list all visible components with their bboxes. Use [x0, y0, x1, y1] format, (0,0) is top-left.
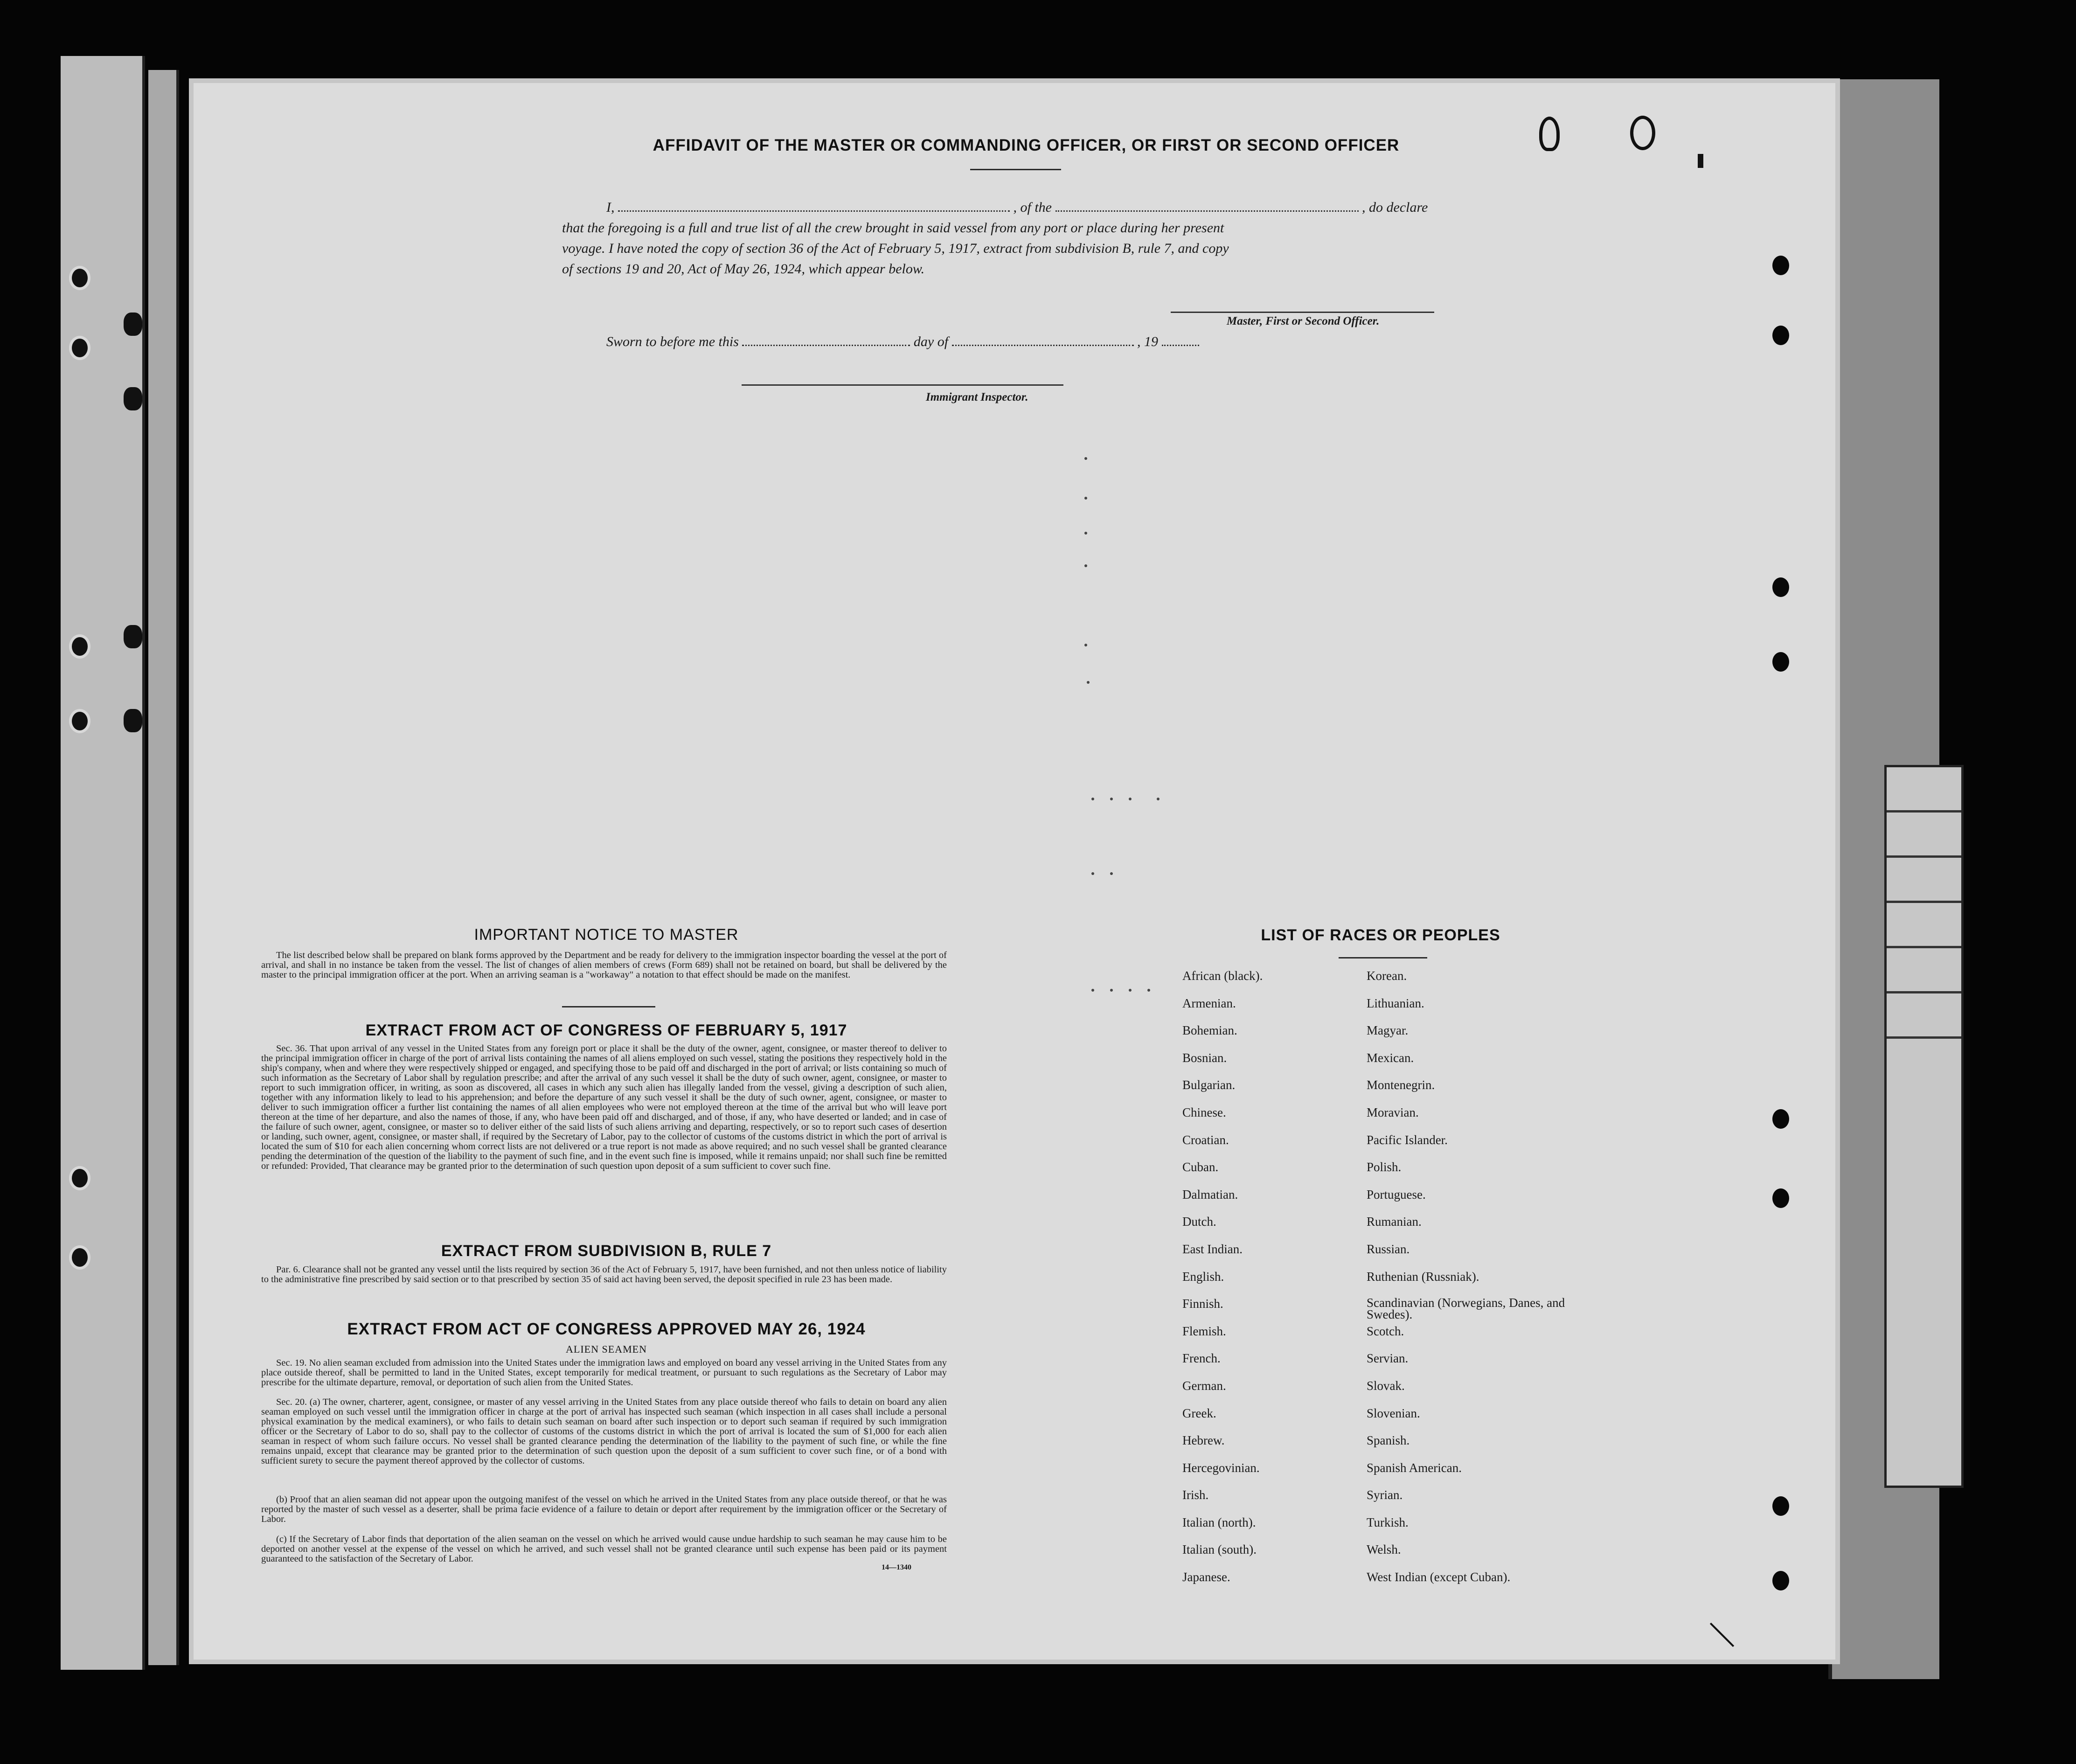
race-item: Spanish.	[1367, 1433, 1410, 1448]
table-row	[1887, 858, 1961, 903]
race-item: Flemish.	[1182, 1324, 1226, 1338]
race-item: Syrian.	[1367, 1488, 1403, 1502]
race-item: Irish.	[1182, 1488, 1209, 1502]
race-item: Magyar.	[1367, 1023, 1409, 1038]
table-row	[1887, 948, 1961, 993]
affidavit-line-2: that the foregoing is a full and true list of all the crew brought in said vessel from any port or place during her present	[562, 220, 1224, 236]
race-item: Cuban.	[1182, 1160, 1219, 1174]
race-item: Spanish American.	[1367, 1460, 1462, 1475]
stray-mark	[1698, 154, 1703, 168]
race-item: Welsh.	[1367, 1542, 1401, 1557]
inspector-caption: Immigrant Inspector.	[926, 391, 1028, 403]
sworn-day-of: day of	[913, 334, 949, 349]
underlying-form-table	[1884, 765, 1964, 1488]
race-item: Scotch.	[1367, 1324, 1404, 1338]
race-item: Turkish.	[1367, 1515, 1409, 1529]
page-dot	[1110, 989, 1113, 992]
notice-title: IMPORTANT NOTICE TO MASTER	[474, 926, 739, 944]
binder-hole	[69, 1245, 90, 1270]
table-row	[1887, 813, 1961, 858]
affidavit-declare: , do declare	[1362, 200, 1428, 215]
race-item: Slovenian.	[1367, 1406, 1420, 1420]
race-item: Moravian.	[1367, 1105, 1419, 1119]
punch-hole	[1772, 256, 1789, 275]
binder-tab	[124, 313, 142, 336]
extract-1917-title: EXTRACT FROM ACT OF CONGRESS OF FEBRUARY 5, 1917	[365, 1021, 847, 1039]
races-list	[1182, 969, 1574, 1598]
page-dot	[1084, 497, 1087, 500]
race-item: Russian.	[1367, 1242, 1410, 1256]
page-dot	[1091, 989, 1094, 992]
punch-hole	[1772, 1188, 1789, 1208]
race-item: West Indian (except Cuban).	[1367, 1570, 1511, 1584]
affidavit-line-1	[606, 200, 1469, 215]
sec20c-text: (c) If the Secretary of Labor finds that deportation of the alien seaman on the vessel on which he arrived would cause undue hardship to such seaman he may cause him to be deported on another vessel at the expense of the vessel on which he arrived, and such vessel shall not be granted clearance until such expense has been paid or its payment guaranteed to the satisfaction of the Secretary of Labor.	[261, 1534, 947, 1564]
race-item: French.	[1182, 1351, 1221, 1366]
page-dot	[1084, 532, 1087, 535]
page-dot	[1084, 457, 1087, 460]
race-item: Dutch.	[1182, 1215, 1216, 1229]
race-item: Chinese.	[1182, 1105, 1226, 1119]
sworn-prefix: Sworn to before me this	[606, 334, 739, 349]
race-item: Polish.	[1367, 1160, 1402, 1174]
page-dot	[1084, 644, 1087, 646]
race-item: Rumanian.	[1367, 1215, 1422, 1229]
table-row	[1887, 903, 1961, 948]
race-item: Croatian.	[1182, 1132, 1229, 1147]
day-blank	[742, 345, 910, 346]
race-item: Mexican.	[1367, 1050, 1414, 1065]
affidavit-of-the: , of the	[1013, 200, 1052, 215]
race-item: Pacific Islander.	[1367, 1132, 1448, 1147]
sec20b-text: (b) Proof that an alien seaman did not appear upon the outgoing manifest of the vessel on which he arrived in the United States from any place outside thereof, or that he was reported by the master of such vessel as a deserter, shall be prima facie evidence of a failure to detain or deport after requirement by the immigration officer or the Secretary of Labor.	[261, 1494, 947, 1524]
extract-1917-text: Sec. 36. That upon arrival of any vessel in the United States from any foreign port or place it shall be the duty of the owner, agent, consignee, or master thereof to deliver to the principal immigration officer in charge of the port of arrival lists containing the names of all aliens employed on such vessel, stating the positions they respectively hold in the ship's company, when and where they were respectively shipped or engaged, and specifying those to be paid off and discharged in the port of arrival; or lists containing so much of such information as the Secretary of Labor shall by regulation prescribe; and after the arrival of any such vessel it shall be the duty of such owner, agent, consignee, or master to report to such immigration officer, in writing, as soon as discovered, all cases in which any such alien has illegally landed from the vessel, giving a description of such alien, together with any information likely to lead to his apprehension; and before the departure of any such vessel it shall be the duty of such owner, agent, consignee, or master to deliver to such immigration officer a further list containing the names of all alien employees who were not employed thereon at the time of the arrival but who will leave port thereon at the time of her departure, and also the names of those, if any, who have been paid off and discharged, and of those, if any, who have deserted or landed; and in case of the failure of such owner, agent, consignee, or master so to deliver either of the said lists of such aliens arriving and departing, respectively, or so to report such cases of desertion or landing, such owner, agent, consignee, or master shall, if required by the Secretary of Labor, pay to the collector of customs of the customs district in which the port of arrival is located the sum of $10 for each alien concerning whom correct lists are not delivered or a true report is not made as above required; and no such vessel shall be granted clearance pending the determination of the question of the liability to the payment of such fine, and in the event such fine is imposed, while it remains unpaid; nor shall such fine be remitted or refunded: Provided, That clearance may be granted prior to the determination of such question upon deposit of a sum sufficient to cover such fine.	[261, 1043, 947, 1171]
name-blank	[618, 210, 1010, 212]
affidavit-i: I,	[606, 200, 615, 215]
form-number: 14—1340	[882, 1563, 911, 1571]
binder-tab	[124, 625, 142, 648]
affidavit-title: AFFIDAVIT OF THE MASTER OR COMMANDING OFFICER, OR FIRST OR SECOND OFFICER	[653, 136, 1400, 154]
race-item: Portuguese.	[1367, 1187, 1426, 1201]
race-item: Korean.	[1367, 969, 1407, 983]
sworn-line	[606, 334, 1259, 350]
race-item: Slovak.	[1367, 1378, 1405, 1393]
year-blank	[1162, 345, 1199, 346]
page-dot	[1147, 989, 1150, 992]
race-item: Ruthenian (Russniak).	[1367, 1269, 1479, 1284]
race-item: Hebrew.	[1182, 1433, 1225, 1448]
binder-strip-inner	[148, 70, 179, 1665]
stray-mark	[1539, 117, 1560, 151]
table-row	[1887, 767, 1961, 813]
page-dot	[1091, 798, 1094, 800]
page-dot	[1129, 989, 1132, 992]
affidavit-line-4: of sections 19 and 20, Act of May 26, 1924, which appear below.	[562, 261, 925, 277]
binder-hole	[69, 709, 90, 733]
race-item: Italian (south).	[1182, 1542, 1257, 1557]
page-dot	[1084, 564, 1087, 567]
table-row	[1887, 993, 1961, 1039]
extract-1924-title: EXTRACT FROM ACT OF CONGRESS APPROVED MAY 26, 1924	[347, 1320, 866, 1338]
binder-tab	[124, 709, 142, 732]
race-item: Lithuanian.	[1367, 996, 1424, 1010]
affidavit-line-3: voyage. I have noted the copy of section 36 of the Act of February 5, 1917, extract from subdivision B, rule 7, and copy	[562, 241, 1229, 256]
race-item: African (black).	[1182, 969, 1263, 983]
race-item: Greek.	[1182, 1406, 1216, 1420]
punch-hole	[1772, 1109, 1789, 1129]
race-item: Dalmatian.	[1182, 1187, 1238, 1201]
stray-mark	[1630, 116, 1655, 150]
master-signature-line	[1171, 312, 1434, 313]
punch-hole	[1772, 326, 1789, 345]
race-item: Hercegovinian.	[1182, 1460, 1260, 1475]
binder-hole	[69, 336, 90, 360]
binder-strip	[61, 56, 145, 1670]
extract-rule7-title: EXTRACT FROM SUBDIVISION B, RULE 7	[441, 1242, 772, 1260]
notice-text: The list described below shall be prepared on blank forms approved by the Department and be ready for delivery to the immigration inspector boarding the vessel at the port of arrival, and shall in no instance be taken from the vessel. The list of changes of alien members of crews (Form 689) shall not be retained on board, but shall be delivered by the master to the principal immigration officer at the port. When an arriving seaman is a "workaway" a notation to that effect should be made on the manifest.	[261, 950, 947, 980]
punch-hole	[1772, 1496, 1789, 1516]
race-item: Bohemian.	[1182, 1023, 1237, 1038]
races-title: LIST OF RACES OR PEOPLES	[1261, 926, 1500, 944]
master-signature-caption: Master, First or Second Officer.	[1227, 315, 1380, 327]
races-title-rule	[1339, 957, 1427, 958]
race-item: Scandinavian (Norwegians, Danes, and Swedes).	[1367, 1296, 1565, 1322]
race-item: Italian (north).	[1182, 1515, 1256, 1529]
sec20a-text: Sec. 20. (a) The owner, charterer, agent, consignee, or master of any vessel arriving in the United States from any place outside thereof who fails to detain on board any alien seaman employed on such vessel until the immigration officer in charge at the port of arrival has inspected such seaman (which inspection in all cases shall include a personal physical examination by the medical examiners), or who fails to detain such seaman on board after such inspection or to deport such seaman if required by such immigration officer or the Secretary of Labor to do so, shall pay to the collector of customs of the customs district in which the port of arrival is located the sum of $1,000 for each alien seaman in respect of whom such failure occurs. No vessel shall be granted clearance pending the determination of the liability to the payment of such fine, or while the fine remains unpaid, except that clearance may be granted prior to the determination of such question upon the deposit of a sum sufficient to cover such fine, or of a bond with sufficient surety to secure the payment thereof approved by the collector of customs.	[261, 1397, 947, 1466]
race-item: Armenian.	[1182, 996, 1236, 1010]
race-item: English.	[1182, 1269, 1224, 1284]
binder-hole	[69, 266, 90, 290]
page-dot	[1110, 798, 1113, 800]
punch-hole	[1772, 1571, 1789, 1590]
binder-tab	[124, 387, 142, 410]
affidavit-title-rule	[970, 169, 1061, 170]
punch-hole	[1772, 577, 1789, 597]
race-item: Japanese.	[1182, 1570, 1230, 1584]
race-item: Montenegrin.	[1367, 1078, 1435, 1092]
race-item: Bosnian.	[1182, 1050, 1227, 1065]
punch-hole	[1772, 652, 1789, 672]
extract-rule7-text: Par. 6. Clearance shall not be granted any vessel until the lists required by section 36 of the Act of February 5, 1917, have been furnished, and not then unless notice of liability to the administrative fine prescribed by said section or to that prescribed by section 35 of said act having been served, the deposit specified in rule 23 has been made.	[261, 1264, 947, 1285]
vessel-blank	[1055, 210, 1359, 212]
page-dot	[1157, 798, 1160, 800]
sec19-text: Sec. 19. No alien seaman excluded from admission into the United States under the immigration laws and employed on board any vessel arriving in the United States from any place outside thereof, shall be permitted to land in the United States, except temporarily for medical treatment, or pursuant to such regulations as the Secretary of Labor may prescribe for the ultimate departure, removal, or deportation of such alien from the United States.	[261, 1358, 947, 1388]
binder-hole	[69, 1166, 90, 1190]
page-dot	[1129, 798, 1132, 800]
page-dot	[1087, 681, 1090, 684]
notice-rule	[562, 1006, 655, 1007]
race-item: Bulgarian.	[1182, 1078, 1236, 1092]
race-item: East Indian.	[1182, 1242, 1243, 1256]
month-blank	[952, 345, 1134, 346]
extract-1924-subtitle: ALIEN SEAMEN	[566, 1343, 647, 1355]
page-dot	[1091, 872, 1094, 875]
race-item: Finnish.	[1182, 1297, 1223, 1311]
race-item: German.	[1182, 1378, 1226, 1393]
sworn-year: , 19	[1137, 334, 1159, 349]
binder-hole	[69, 634, 90, 659]
page-dot	[1110, 872, 1113, 875]
inspector-signature-line	[742, 384, 1063, 386]
race-item: Servian.	[1367, 1351, 1409, 1366]
